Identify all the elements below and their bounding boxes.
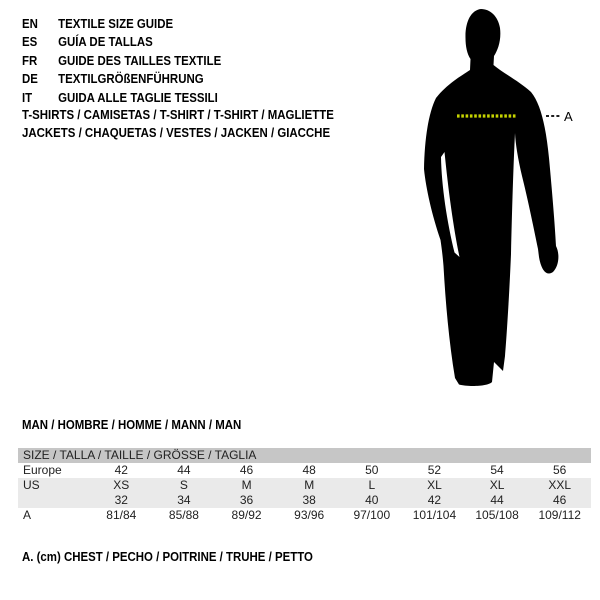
size-table-header: SIZE / TALLA / TAILLE / GRÖSSE / TAGLIA: [18, 448, 591, 463]
row-label: Europe: [23, 463, 62, 477]
size-cell: 105/108: [475, 508, 519, 522]
language-row-fr: [22, 52, 221, 70]
row-label: US: [23, 478, 40, 492]
category-tshirts: T-SHIRTS / CAMISETAS / T-SHIRT / T-SHIRT / MAGLIETTE: [22, 107, 334, 122]
size-cell: 42: [427, 493, 442, 507]
size-cell: 101/104: [412, 508, 457, 522]
size-cell: 81/84: [106, 508, 137, 522]
language-row-es: [22, 33, 221, 51]
table-row-chest-a: [18, 508, 591, 523]
man-silhouette-figure: [400, 0, 600, 400]
measure-label-a: A: [564, 109, 573, 124]
language-row-it: [22, 89, 221, 107]
size-cell: 48: [302, 463, 316, 477]
size-cell: XL: [489, 478, 505, 492]
size-cell: 46: [239, 463, 254, 477]
size-cell: 34: [177, 493, 191, 507]
guide-title: GUÍA DE TALLAS: [58, 34, 153, 50]
size-cell: 46: [553, 493, 567, 507]
size-cell: M: [304, 478, 315, 492]
size-cell: 97/100: [353, 508, 391, 522]
size-cell: 42: [114, 463, 128, 477]
size-cell: 32: [114, 493, 128, 507]
category-list: [22, 106, 334, 142]
language-code: IT: [22, 89, 33, 105]
size-cell: 89/92: [231, 508, 262, 522]
size-cell: 54: [490, 463, 504, 477]
table-row-us-numeric: [18, 493, 591, 508]
size-cell: 52: [427, 463, 442, 477]
size-cell: 38: [302, 493, 316, 507]
size-cell: 36: [239, 493, 254, 507]
language-code: DE: [22, 71, 38, 87]
row-label: A: [23, 508, 32, 522]
language-row-de: [22, 70, 221, 88]
size-cell: XL: [427, 478, 442, 492]
language-row-en: [22, 15, 221, 33]
man-silhouette: [424, 9, 558, 386]
size-cell: 44: [490, 493, 504, 507]
size-cell: 85/88: [168, 508, 199, 522]
language-code: EN: [22, 16, 38, 31]
size-cell: 44: [177, 463, 191, 477]
guide-title: GUIDA ALLE TAGLIE TESSILI: [58, 89, 218, 105]
measurement-footnote: A. (cm) CHEST / PECHO / POITRINE / TRUHE / PETTO: [22, 549, 313, 564]
section-title-man: MAN / HOMBRE / HOMME / MANN / MAN: [22, 417, 242, 432]
table-row-us: [18, 478, 591, 493]
language-code: ES: [22, 34, 38, 50]
size-cell: 93/96: [294, 508, 325, 522]
size-table: [18, 448, 591, 523]
row-label: [18, 493, 90, 508]
language-code: FR: [22, 52, 38, 68]
language-guide-list: [22, 15, 221, 107]
size-cell: 56: [553, 463, 567, 477]
size-cell: M: [241, 478, 252, 492]
size-cell: L: [368, 478, 376, 492]
size-cell: 40: [365, 493, 379, 507]
category-jackets: JACKETS / CHAQUETAS / VESTES / JACKEN / GIACCHE: [22, 125, 331, 140]
size-cell: 109/112: [538, 508, 581, 522]
size-cell: S: [179, 478, 188, 492]
table-row-europe: [18, 463, 591, 478]
size-cell: 50: [365, 463, 379, 477]
guide-title: GUIDE DES TAILLES TEXTILE: [58, 52, 222, 68]
guide-title: TEXTILGRÖßENFÜHRUNG: [58, 71, 204, 87]
size-cell: XS: [113, 478, 130, 492]
guide-title: TEXTILE SIZE GUIDE: [58, 16, 174, 31]
size-cell: XXL: [548, 478, 572, 492]
